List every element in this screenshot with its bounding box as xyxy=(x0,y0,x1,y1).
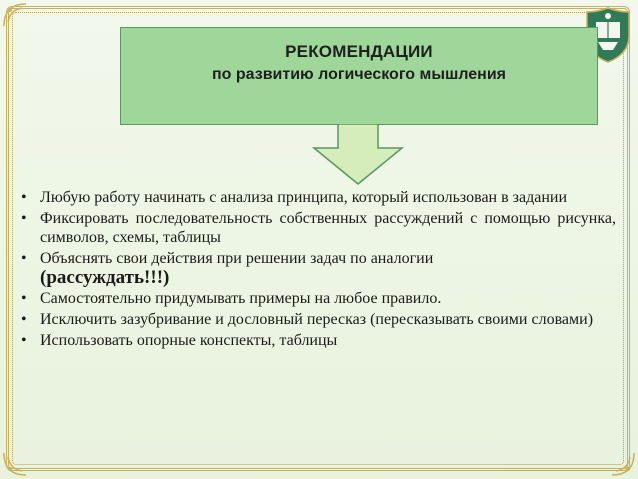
list-item-text: Объяснять свои действия при решении задач по аналогии xyxy=(40,250,434,267)
list-item-text: Использовать опорные конспекты, таблицы xyxy=(40,332,338,349)
ornament-corner-icon xyxy=(610,451,636,477)
list-item-emphasis: (рассуждать!!!) xyxy=(40,267,170,288)
callout-subtitle: по развитию логического мышления xyxy=(211,66,507,83)
ornament-corner-icon xyxy=(2,2,28,28)
list-item xyxy=(18,331,616,350)
bullet-icon: • xyxy=(21,189,27,206)
list-item xyxy=(18,249,616,287)
bullet-icon: • xyxy=(21,290,27,307)
bullet-icon: • xyxy=(21,311,27,328)
list-item xyxy=(18,310,616,329)
bullet-icon: • xyxy=(21,210,27,227)
list-item-text: Исключить зазубривание и дословный пересказ (пересказывать своими словами) xyxy=(40,311,594,328)
recommendations-callout xyxy=(120,27,598,125)
recommendations-list xyxy=(18,188,616,352)
list-item-text: Любую работу начинать с анализа принципа, который использован в задании xyxy=(40,189,568,206)
down-arrow-icon xyxy=(312,124,404,186)
callout-title: РЕКОМЕНДАЦИИ xyxy=(285,42,433,61)
list-item xyxy=(18,188,616,207)
bullet-icon: • xyxy=(21,250,27,267)
list-item-text: Самостоятельно придумывать примеры на любое правило. xyxy=(40,290,442,307)
list-item xyxy=(18,209,616,247)
bullet-icon: • xyxy=(21,332,27,349)
ornament-corner-icon xyxy=(2,451,28,477)
list-item xyxy=(18,289,616,308)
list-item-text: Фиксировать последовательность собственных рассуждений с помощью рисунка, символов, схемы, таблицы xyxy=(40,210,616,246)
